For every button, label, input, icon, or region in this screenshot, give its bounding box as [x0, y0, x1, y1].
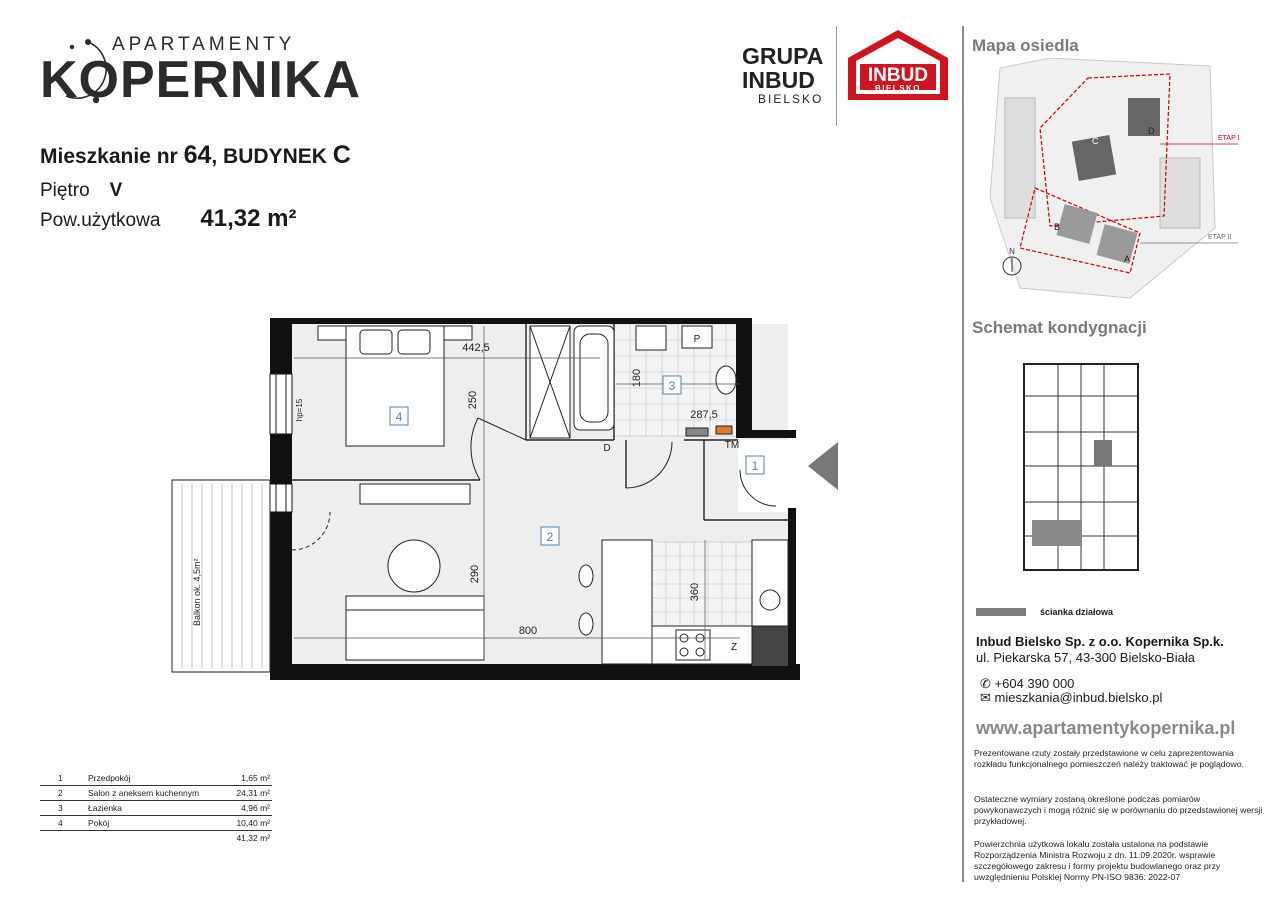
- room-no: 2: [40, 786, 86, 801]
- map-c: C: [1092, 136, 1099, 146]
- window-bedroom: [270, 374, 292, 434]
- badge-bottom-text: BIELSKO: [874, 84, 922, 93]
- floor-row: [40, 180, 122, 202]
- map-a: A: [1124, 254, 1131, 264]
- room-num-1: 1: [751, 459, 759, 473]
- washbasin: [636, 326, 666, 350]
- room-name: Przedpokój: [86, 771, 226, 786]
- area-row: [40, 205, 296, 233]
- label-hp: hp=15: [295, 398, 304, 422]
- grupa-line1: GRUPA: [742, 43, 824, 69]
- highlighted-apartment: [1032, 520, 1082, 546]
- sink: [760, 590, 780, 610]
- dim-800: 800: [518, 625, 538, 637]
- window-living: [270, 484, 292, 512]
- map-etap2: ETAP II: [1208, 234, 1232, 241]
- dining-table: [388, 540, 440, 592]
- area-label: Pow.użytkowa: [40, 210, 161, 231]
- pillow-left: [360, 330, 392, 354]
- dim-250: 250: [467, 390, 479, 410]
- compass-n: N: [1009, 247, 1015, 256]
- table-row: [40, 816, 272, 831]
- email-address[interactable]: mieszkania@inbud.bielsko.pl: [994, 690, 1163, 705]
- floor-scheme: [1018, 356, 1144, 578]
- floor-value: V: [109, 180, 123, 201]
- brand-subtitle: APARTAMENTY: [112, 34, 296, 55]
- floor-label: Piętro: [40, 180, 90, 201]
- entrance-arrow-icon: [808, 442, 838, 490]
- stool-2: [579, 613, 593, 635]
- legend-swatch: [976, 608, 1026, 616]
- room-area: 10,40 m²: [226, 816, 272, 831]
- room-area: 4,96 m²: [226, 801, 272, 816]
- website-link[interactable]: www.apartamentykopernika.pl: [976, 718, 1236, 738]
- dim-442: 442,5: [462, 342, 490, 354]
- email-row: [980, 690, 1162, 706]
- area-value: 41,32 m²: [200, 205, 297, 232]
- stool-1: [579, 565, 593, 587]
- room-no: 4: [40, 816, 86, 831]
- total-row: [40, 831, 272, 846]
- grupa-inbud-logo: [742, 44, 823, 106]
- table-row: [40, 771, 272, 786]
- phone-number[interactable]: +604 390 000: [994, 676, 1075, 691]
- tv-stand: [360, 484, 470, 504]
- room-num-4: 4: [395, 410, 403, 424]
- building-letter: C: [332, 141, 351, 169]
- phone-icon: ✆: [980, 676, 991, 691]
- kitchen-island: [602, 540, 652, 664]
- logo-divider: [836, 26, 837, 126]
- map-title: Mapa osiedla: [972, 36, 1079, 55]
- label-z: Z: [730, 642, 738, 653]
- room-name: Pokój: [86, 816, 226, 831]
- map-b: B: [1054, 222, 1061, 232]
- table-row: [40, 786, 272, 801]
- label-tm: TM: [724, 440, 740, 451]
- room-no: 3: [40, 801, 86, 816]
- room-name: Salon z aneksem kuchennym: [86, 786, 226, 801]
- apartment-label: Mieszkanie nr: [40, 145, 178, 168]
- fridge-unit: [752, 540, 788, 626]
- inbud-badge-logo: [846, 28, 950, 100]
- dim-290: 290: [469, 564, 481, 584]
- brand-title: KOPERNIKA: [40, 51, 362, 109]
- company-address: ul. Piekarska 57, 43-300 Bielsko-Biała: [976, 650, 1195, 665]
- apartment-number: 64: [183, 141, 212, 169]
- badge-top-text: INBUD: [867, 65, 929, 86]
- dim-360: 360: [689, 582, 701, 602]
- map-etap1: ETAP I: [1218, 135, 1240, 142]
- pillow-right: [398, 330, 430, 354]
- grupa-line3: BIELSKO: [758, 92, 824, 106]
- dim-287: 287,5: [690, 409, 718, 421]
- boiler: [716, 426, 732, 434]
- label-d: D: [603, 443, 611, 454]
- nightstand-left: [318, 326, 346, 340]
- legend-label: ścianka działowa: [1040, 607, 1114, 617]
- scheme-title: Schemat kondygnacji: [972, 318, 1147, 337]
- floor-plan: [160, 310, 840, 690]
- building-label: , BUDYNEK: [211, 145, 327, 168]
- room-area: 1,65 m²: [226, 771, 272, 786]
- note-2: Ostateczne wymiary zostaną określone podczas pomiarów powykonawczych i mogą różnić się w porównaniu do przedstawionej wersji przykładowej.: [974, 794, 1263, 826]
- entry-recess: [738, 440, 794, 512]
- balcony-label: Balkon ok. 4,5m²: [192, 558, 202, 626]
- room-no: 1: [40, 771, 86, 786]
- nightstand-right: [444, 326, 472, 340]
- room-num-2: 2: [546, 530, 554, 544]
- balcony: [172, 480, 270, 672]
- room-area: 24,31 m²: [226, 786, 272, 801]
- table-row: [40, 801, 272, 816]
- map-d: D: [1148, 126, 1155, 136]
- note-3: Powierzchnia użytkowa lokalu została ustalona na podstawie Rozporządzenia Ministra Rozwoju z dn. 11.09.2020r. wsprawie szczegółowego zakresu i formy projektu budowlanego oraz przy uwzględnieniu Polskiej Normy PN-ISO 9836: 2022-07: [974, 839, 1221, 882]
- room-name: Łazienka: [86, 801, 226, 816]
- grupa-line2: INBUD: [742, 67, 815, 93]
- building-d-shape: [1128, 98, 1160, 136]
- apartment-title: [40, 141, 351, 170]
- kitchen-tiles: [652, 542, 752, 626]
- rooms-table: [40, 771, 272, 845]
- toilet: [716, 366, 736, 394]
- room-num-3: 3: [668, 379, 676, 393]
- mail-icon: ✉: [980, 690, 991, 705]
- label-p: P: [693, 334, 701, 345]
- panel-divider: [962, 26, 964, 882]
- site-map: [980, 58, 1240, 303]
- dim-180: 180: [631, 368, 643, 388]
- rooms-total: 41,32 m²: [236, 833, 270, 843]
- note-1: Prezentowane rzuty zostały przedstawione w celu zaprezentowania rozkładu funkcjonalnego pomieszczeń należy traktować je poglądowo.: [974, 748, 1244, 769]
- company-name: Inbud Bielsko Sp. z o.o. Kopernika Sp.k.: [976, 634, 1224, 649]
